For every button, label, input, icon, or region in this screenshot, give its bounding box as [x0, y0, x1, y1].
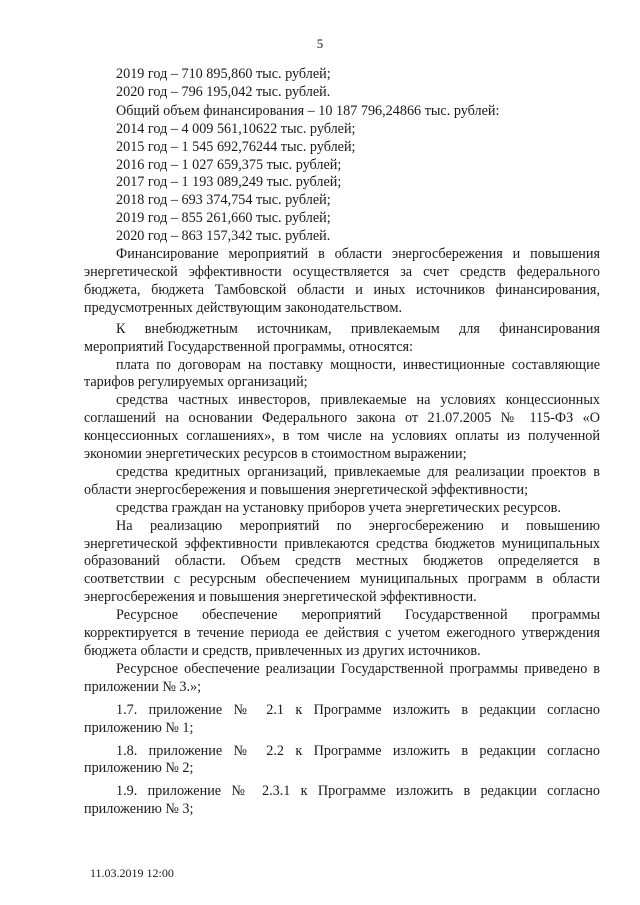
paragraph-amendment-1-7: 1.7. приложение № 2.1 к Программе изложить в редакции согласно приложению № 1; — [84, 701, 600, 736]
financing-line: 2017 год – 1 193 089,249 тыс. рублей; — [116, 174, 342, 191]
financing-line: 2019 год – 710 895,860 тыс. рублей; — [116, 66, 331, 82]
footer-timestamp: 11.03.2019 12:00 — [90, 866, 174, 880]
financing-line: 2016 год – 1 027 659,375 тыс. рублей; — [116, 156, 342, 173]
paragraph-resource-appendix: Ресурсное обеспечение реализации Государственной программы приведено в приложении № 3.»; — [84, 660, 600, 695]
financing-line: 2019 год – 855 261,660 тыс. рублей; — [116, 210, 331, 227]
paragraph-list-item: плата по договорам на поставку мощности, инвестиционные составляющие тарифов регулируемых организаций; — [84, 356, 600, 391]
financing-line: 2014 год – 4 009 561,10622 тыс. рублей; — [116, 120, 356, 137]
financing-line: 2020 год – 796 195,042 тыс. рублей. — [116, 83, 331, 100]
financing-line: 2015 год – 1 545 692,76244 тыс. рублей; — [116, 138, 356, 155]
paragraph-amendment-1-9: 1.9. приложение № 2.3.1 к Программе изложить в редакции согласно приложению № 3; — [84, 783, 600, 818]
paragraph-list-item: средства кредитных организаций, привлекаемые для реализации проектов в области энергосбережения и повышения энергетической эффективности; — [84, 463, 600, 498]
page-number: 5 — [316, 36, 324, 51]
paragraph-list-item: средства граждан на установку приборов учета энергетических ресурсов. — [116, 499, 561, 516]
total-financing-line: Общий объем финансирования – 10 187 796,24866 тыс. рублей: — [116, 102, 500, 119]
paragraph-municipal: На реализацию мероприятий по энергосбережению и повышению энергетической эффективности привлекаются средства бюджетов муниципальных образований области. Объем средств местных бюджетов определяется в соответствии с ресурсным обеспечением муниципальных программ в области энергосбережения и повышения энергетической эффективности. — [84, 517, 600, 606]
document-body — [84, 66, 600, 819]
paragraph-resource-correction: Ресурсное обеспечение мероприятий Государственной программы корректируется в течение периода ее действия с учетом ежегодного утверждения бюджета области и средств, привлеченных из других источников. — [84, 607, 600, 659]
paragraph-extrabudgetary: К внебюджетным источникам, привлекаемым для финансирования мероприятий Государственной программы, относятся: — [84, 320, 600, 355]
paragraph-amendment-1-8: 1.8. приложение № 2.2 к Программе изложить в редакции согласно приложению № 2; — [84, 742, 600, 777]
paragraph-list-item: средства частных инвесторов, привлекаемые на условиях концессионных соглашений на основании Федерального закона от 21.07.2005 № 115-ФЗ «О концессионных соглашениях», в том числе на условиях оплаты из полученной экономии энергетических ресурсов в стоимостном выражении; — [84, 392, 600, 463]
paragraph-financing-sources: Финансирование мероприятий в области энергосбережения и повышения энергетической эффективности осуществляется за счет средств федерального бюджета, бюджета Тамбовской области и иных источников финансирования, предусмотренных действующим законодательством. — [84, 246, 600, 316]
financing-line: 2018 год – 693 374,754 тыс. рублей; — [116, 192, 331, 209]
financing-line: 2020 год – 863 157,342 тыс. рублей. — [116, 228, 331, 245]
